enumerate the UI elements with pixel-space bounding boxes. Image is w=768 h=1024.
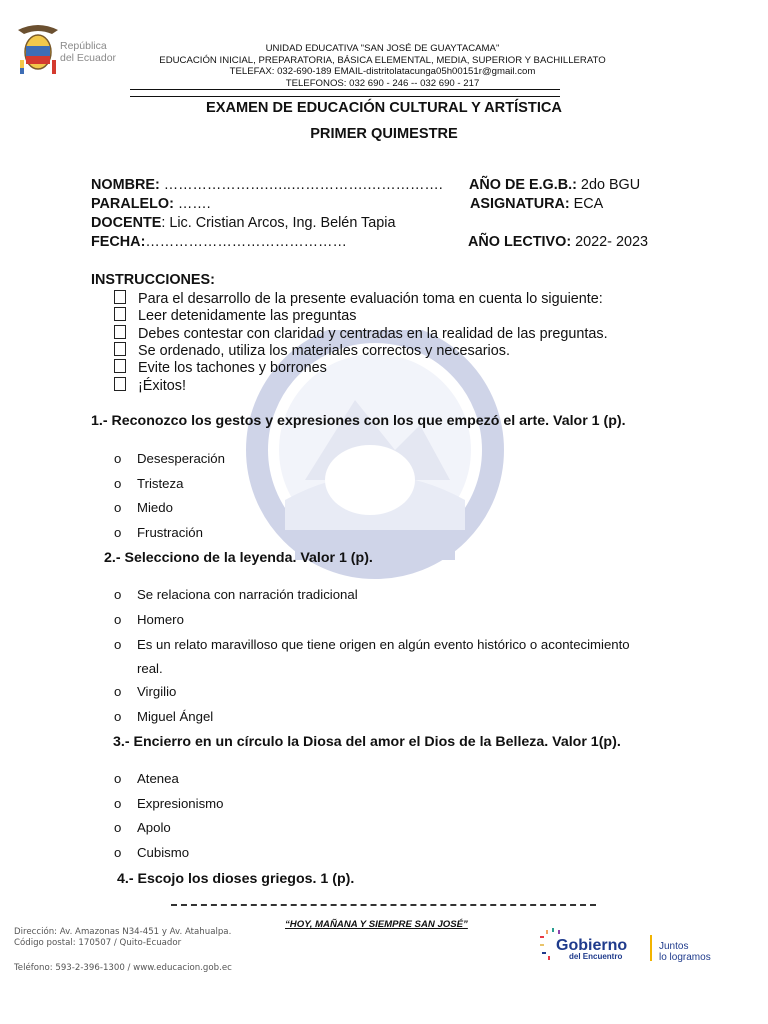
footer-phone-web: Teléfono: 593-2-396-1300 / www.educacion.gob.ec xyxy=(14,963,232,973)
school-name: UNIDAD EDUCATIVA "SAN JOSÉ DE GUAYTACAMA" xyxy=(265,43,500,54)
option-label: Homero xyxy=(137,612,184,627)
exam-subtitle: PRIMER QUIMESTRE xyxy=(310,126,458,142)
nombre-label: NOMBRE: xyxy=(91,177,160,193)
checkbox-icon xyxy=(114,290,126,304)
nombre-field xyxy=(91,177,443,193)
anio-lectivo-field xyxy=(468,234,648,250)
school-phones: TELEFONOS: 032 690 - 246 -- 032 690 - 217 xyxy=(285,77,480,89)
footer-separator xyxy=(171,904,596,906)
gobierno-logo-graphic xyxy=(538,926,738,966)
gobierno-subtitle: del Encuentro xyxy=(569,952,623,961)
bullet-icon: o xyxy=(114,451,122,466)
option-item[interactable] xyxy=(114,796,224,811)
option-item[interactable] xyxy=(114,476,183,491)
option-item[interactable] xyxy=(114,612,184,627)
question-4: 4.- Escojo los dioses griegos. 1 (p). xyxy=(117,871,355,887)
checkbox-icon xyxy=(114,307,126,321)
instruction-text: ¡Éxitos! xyxy=(138,378,186,394)
option-label: Tristeza xyxy=(137,476,184,491)
bullet-icon: o xyxy=(114,587,122,602)
school-contact: TELEFAX: 032-690-189 EMAIL-distritolatacunga05h00151r@gmail.com xyxy=(229,66,536,77)
instruction-item xyxy=(114,359,327,376)
docente-label: DOCENTE xyxy=(91,215,162,231)
anio-lectivo-label: AÑO LECTIVO: xyxy=(468,234,572,250)
instruction-text: Se ordenado, utiliza los materiales correctos y necesarios. xyxy=(138,343,510,359)
instruction-text: Debes contestar con claridad y centradas en la realidad de las preguntas. xyxy=(138,326,608,342)
option-label: Desesperación xyxy=(137,451,225,466)
option-label: Cubismo xyxy=(137,845,190,860)
bullet-icon: o xyxy=(114,845,122,860)
asignatura-value: ECA xyxy=(569,196,604,212)
bullet-icon: o xyxy=(114,612,122,627)
gobierno-logo xyxy=(538,926,738,966)
option-item[interactable] xyxy=(114,525,203,540)
option-label: Miedo xyxy=(137,500,173,515)
option-item[interactable] xyxy=(114,637,630,652)
bullet-icon: o xyxy=(114,476,122,491)
paralelo-value: ……. xyxy=(173,196,211,212)
logo-line-1: República xyxy=(60,40,107,52)
asignatura-label: ASIGNATURA: xyxy=(470,196,570,212)
option-label: Es un relato maravilloso que tiene origen en algún evento histórico o acontecimiento xyxy=(137,637,630,652)
option-item[interactable] xyxy=(114,820,171,835)
bullet-icon: o xyxy=(114,525,122,540)
fecha-value: …………………………………… xyxy=(145,234,347,250)
option-item[interactable] xyxy=(114,684,176,699)
option-item[interactable] xyxy=(114,500,173,515)
option-item[interactable] xyxy=(114,451,225,466)
republica-logo-text xyxy=(60,40,116,64)
option-label: Miguel Ángel xyxy=(137,709,214,724)
bullet-icon: o xyxy=(114,820,122,835)
checkbox-icon xyxy=(114,377,126,391)
gobierno-name: Gobierno xyxy=(556,937,628,954)
instruction-item xyxy=(114,377,186,394)
nombre-value: ………………….…..…………….……………. xyxy=(159,177,443,193)
bullet-icon: o xyxy=(114,500,122,515)
exam-title: EXAMEN DE EDUCACIÓN CULTURAL Y ARTÍSTICA xyxy=(206,100,562,116)
instructions-heading: INSTRUCCIONES: xyxy=(91,272,215,288)
instruction-text: Para el desarrollo de la presente evaluación toma en cuenta lo siguiente: xyxy=(138,291,603,307)
school-motto: “HOY, MAÑANA Y SIEMPRE SAN JOSÉ” xyxy=(285,919,468,930)
docente-field xyxy=(91,215,395,231)
fecha-field xyxy=(91,234,347,250)
option-label: real. xyxy=(137,661,163,676)
option-label: Expresionismo xyxy=(137,796,224,811)
coat-of-arms-icon xyxy=(16,20,60,78)
anio-egb-label: AÑO DE E.G.B.: xyxy=(469,177,577,193)
question-3: 3.- Encierro en un círculo la Diosa del amor el Dios de la Belleza. Valor 1(p). xyxy=(113,734,621,750)
anio-lectivo-value: 2022- 2023 xyxy=(571,234,648,250)
bullet-icon: o xyxy=(114,796,122,811)
question-1: 1.- Reconozco los gestos y expresiones con los que empezó el arte. Valor 1 (p). xyxy=(91,413,626,429)
logo-line-2: del Ecuador xyxy=(60,52,117,64)
school-header xyxy=(130,43,635,89)
paralelo-label: PARALELO: xyxy=(91,196,174,212)
instruction-text: Leer detenidamente las preguntas xyxy=(138,308,357,324)
paralelo-field xyxy=(91,196,211,212)
footer-address-2: Código postal: 170507 / Quito-Ecuador xyxy=(14,938,182,948)
bullet-icon: o xyxy=(114,771,122,786)
header-separator xyxy=(130,89,560,97)
gobierno-slogan-line-2: lo logramos xyxy=(659,952,711,963)
option-label: Virgilio xyxy=(137,684,177,699)
school-levels: EDUCACIÓN INICIAL, PREPARATORIA, BÁSICA ELEMENTAL, MEDIA, SUPERIOR Y BACHILLERATO xyxy=(159,54,606,66)
bullet-icon: o xyxy=(114,684,122,699)
option-item[interactable] xyxy=(114,587,358,602)
instruction-item xyxy=(114,325,608,342)
option-item[interactable] xyxy=(114,709,213,724)
option-label: Se relaciona con narración tradicional xyxy=(137,587,358,602)
checkbox-icon xyxy=(114,342,126,356)
option-label: Apolo xyxy=(137,820,171,835)
option-item[interactable] xyxy=(114,771,179,786)
instruction-item xyxy=(114,342,510,359)
docente-value: : Lic. Cristian Arcos, Ing. Belén Tapia xyxy=(161,215,396,231)
instruction-text: Evite los tachones y borrones xyxy=(138,360,327,376)
option-label: Atenea xyxy=(137,771,179,786)
option-item[interactable] xyxy=(114,845,189,860)
question-2: 2.- Selecciono de la leyenda. Valor 1 (p). xyxy=(104,550,373,566)
option-continuation xyxy=(137,661,163,676)
option-label: Frustración xyxy=(137,525,203,540)
instruction-item xyxy=(114,290,603,307)
fecha-label: FECHA: xyxy=(91,234,146,250)
anio-egb-field xyxy=(469,177,640,193)
checkbox-icon xyxy=(114,359,126,373)
gobierno-slogan-line-1: Juntos xyxy=(659,941,689,952)
bullet-icon: o xyxy=(114,709,122,724)
instruction-item xyxy=(114,307,356,324)
footer-address-1: Dirección: Av. Amazonas N34-451 y Av. Atahualpa. xyxy=(14,927,232,937)
ecuador-coat-of-arms-logo xyxy=(16,20,126,78)
bullet-icon: o xyxy=(114,637,122,652)
anio-egb-value: 2do BGU xyxy=(576,177,641,193)
asignatura-field xyxy=(470,196,603,212)
checkbox-icon xyxy=(114,325,126,339)
